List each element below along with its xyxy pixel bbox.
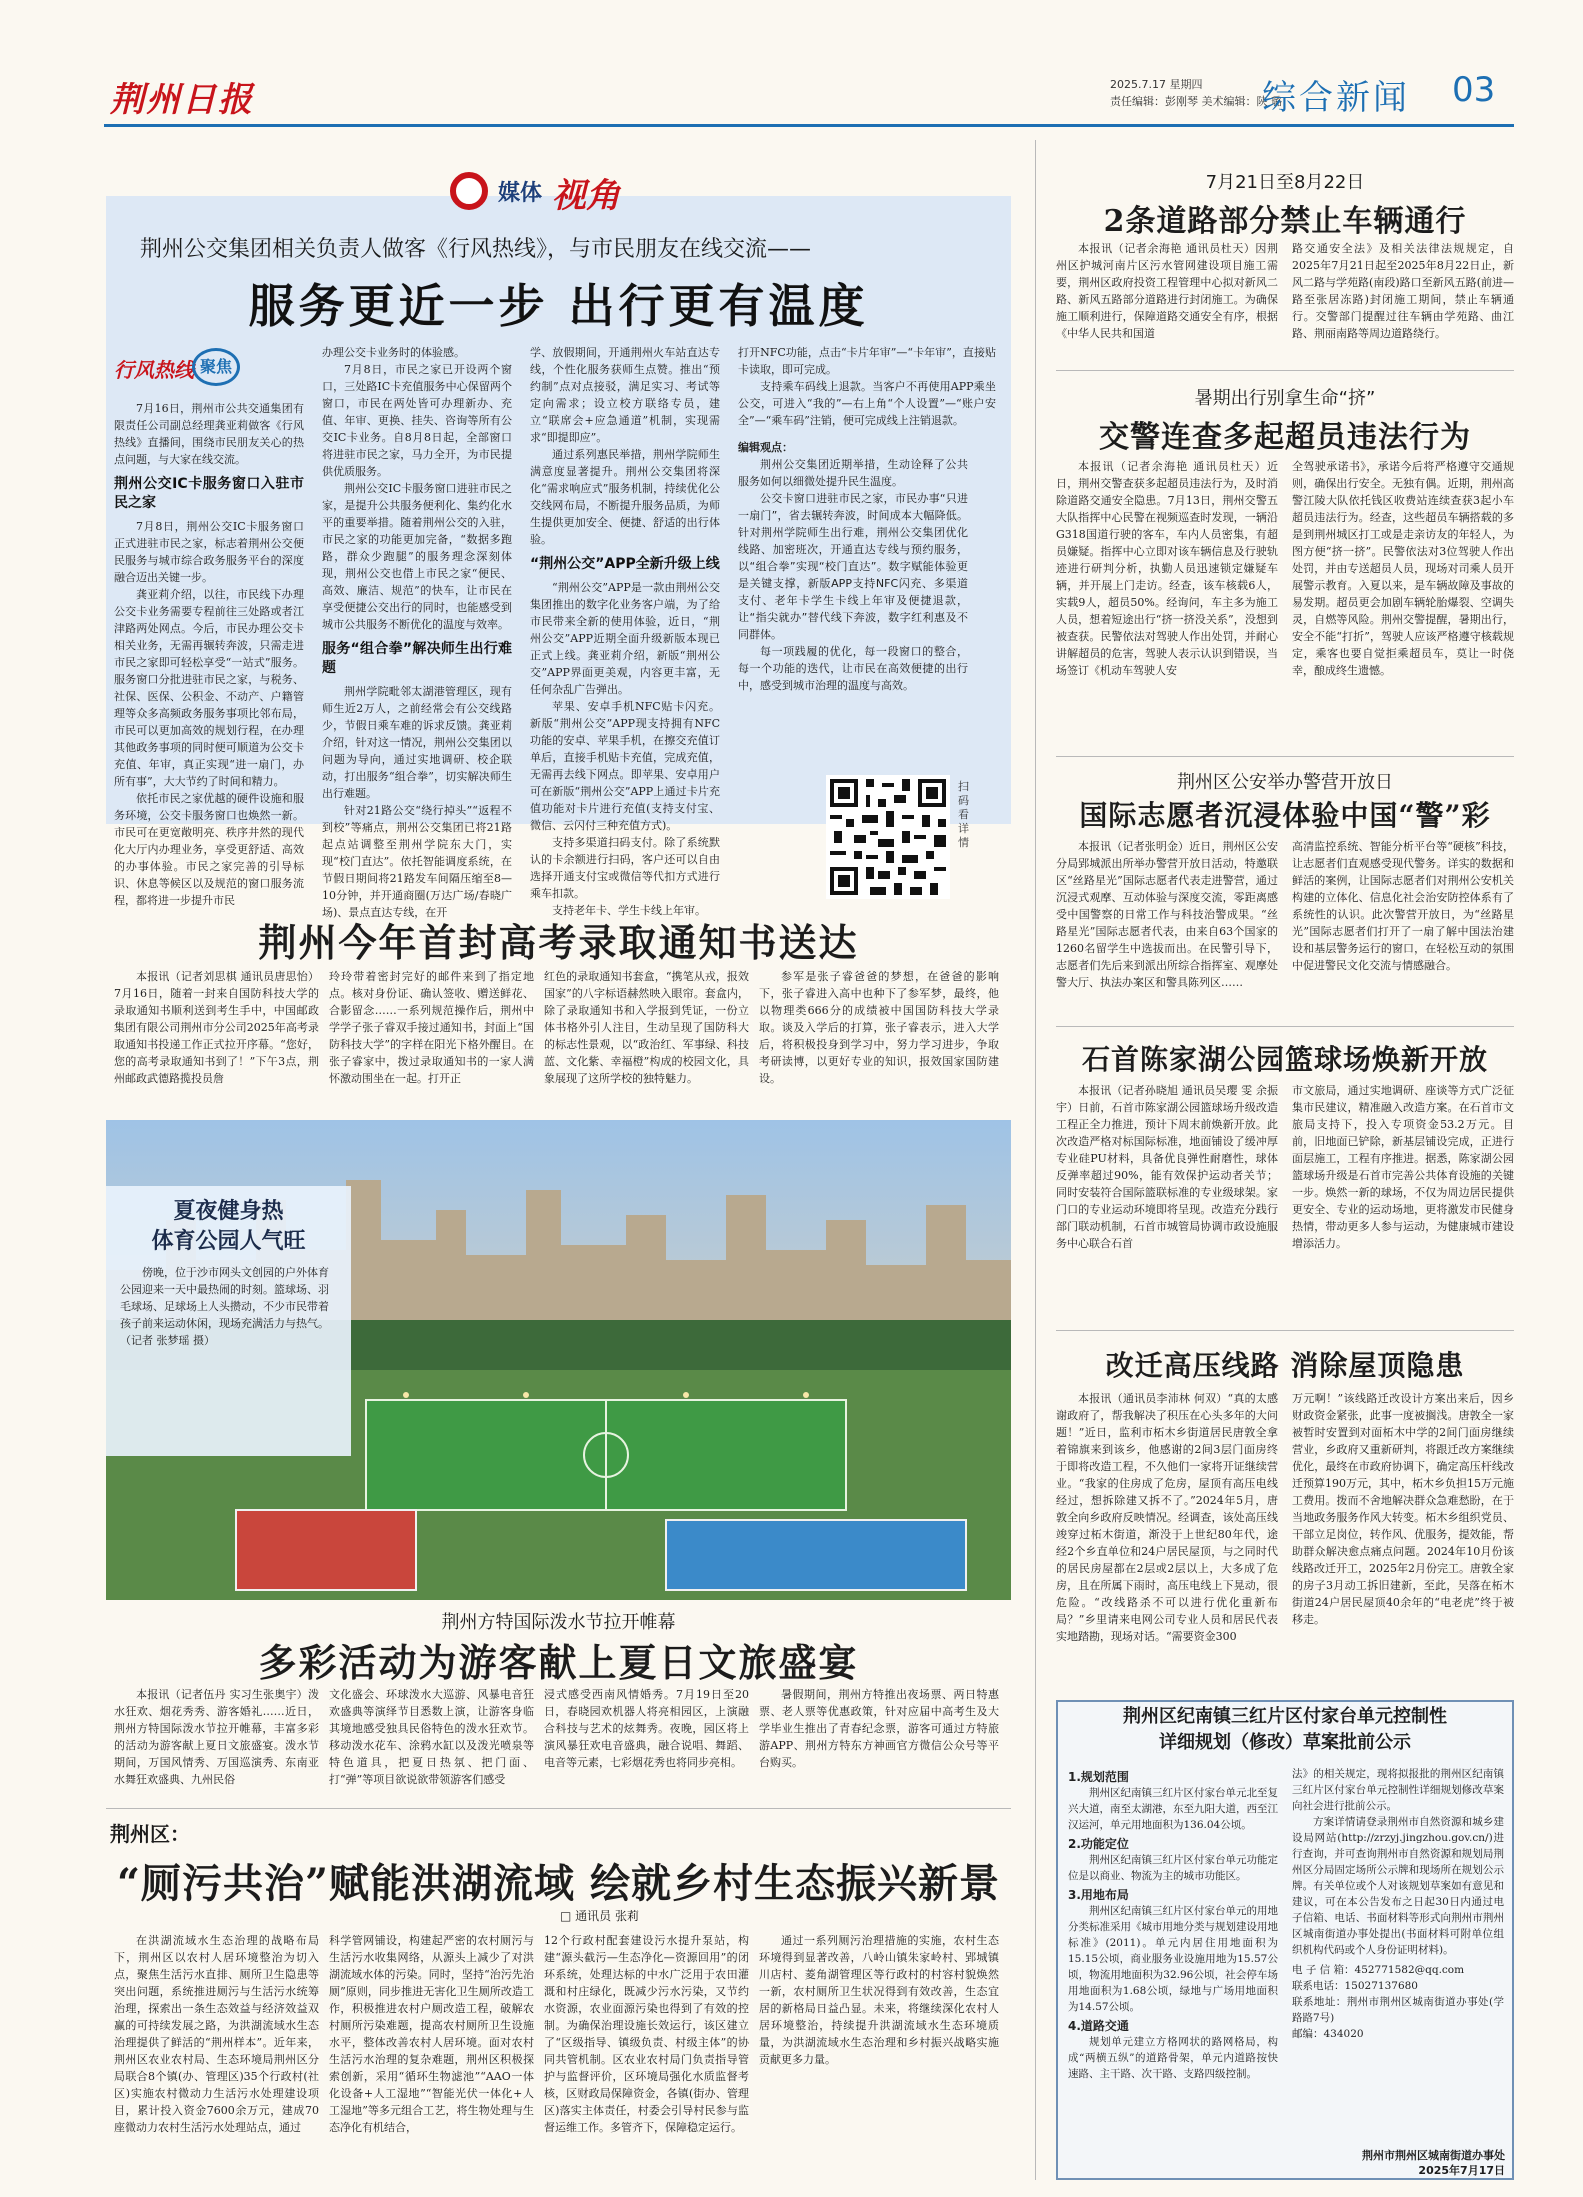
- volunteer-column-1: 本报讯（记者张明金）近日，荆州区公安分局郢城派出所举办警营开放日活动，特邀联区“丝路星光”国际志愿者代表走进警营，通过沉浸式观摩、互动体验与深度交流，零距离感受中国警察的日常工作与科技治警成果。“丝路星光”国际志愿者代表，由来自63个国家的1260名留学生中选拔而出。在民警引导下，志愿者们先后来到派出所综合指挥室、观摩处警大厅、执法办案区和警具陈列区……: [1056, 840, 1278, 989]
- feature-column-1: 7月16日，荆州市公共交通集团有限责任公司副总经理龚亚莉做客《行风热线》直播间，围绕市民朋友关心的热点问题，与大家在线交流。 荆州公交IC卡服务窗口入驻市民之家 7月8日，荆州公交IC卡服务窗口正式进驻市民之家，标志着荆州公交便民服务与城市综合政务服务平台的深度融合迈出关键一步。 龚亚莉介绍，以往，市民线下办理公交卡业务需要专程前往三处路或者江津路两处网点。今后，市民办理公交卡相关业务，无需再辗转奔波，只需走进市民之家即可轻松享受“一站式”服务。服务窗口分批进驻市民之家，与税务、社保、医保、公积金、不动产、户籍管理等众多高频政务服务事项比邻布局，市民可以更加高效的规划行程，在办理其他政务事项的同时便可顺道为公交卡充值、年审，真正实现“进一扇门，办所有事”，大大节约了时间和精力。 依托市民之家优越的硬件设施和服务环境，公交卡服务窗口也焕然一新。市民可在更宽敞明亮、秩序井然的现代化大厅内办理业务，享受更舒适、高效的办事体验。市民之家完善的引导标识、休息等候区以及规范的窗口服务流程，都将进一步提升市民: [114, 402, 304, 907]
- notice-section-3-title: 3.用地布局: [1068, 1888, 1129, 1902]
- gaokao-column-2: 玲玲带着密封完好的邮件来到了指定地点。核对身份证、确认签收、赠送鲜花、合影留念……一系列规范操作后，荆州中学学子张子睿双手接过通知书，封面上“国防科技大学”的字样在阳光下格外醒目。在张子睿家中，拨过录取通知书的一家人满怀激动围坐在一起。打开正: [329, 970, 534, 1085]
- volunteer-column-2: 高清监控系统、智能分析平台等“硬核”科技，让志愿者们直观感受现代警务。详实的数据和鲜活的案例，让国际志愿者们对荆州公安机关构建的立体化、信息化社会治安防控体系有了系统性的认识。此次警营开放日，为“丝路星光”国际志愿者们打开了一扇了解中国法治建设和基层警务运行的窗口，在轻松互动的氛围中促进警民文化交流与情感融合。: [1292, 840, 1514, 972]
- notice-title: [1056, 1704, 1514, 1756]
- toilet-headline: “厕污共治”赋能洪湖流域 绘就乡村生态振兴新景: [117, 1860, 1000, 1907]
- editor-credits: 责任编辑：彭刚琴 美术编辑：陕 璐: [1110, 95, 1282, 108]
- water-column-2: 文化盛会、环球泼水大巡游、风暴电音狂欢盛典等演绎节目悉数上演，让游客身临其境地感受独具民俗特色的泼水狂欢节。移动泼水花车、涂鸦水缸以及泼光喷泉等特色道具，把夏日热氛、把门面、打“弹”等项目欲说欲带领游客们感受: [329, 1688, 534, 1786]
- road-kicker: 7月21日至8月22日: [1205, 172, 1365, 193]
- editor-note-title: 编辑观点：: [738, 441, 793, 454]
- notice-date: 2025年7月17日: [1418, 2164, 1505, 2177]
- road-column-2: 路交通安全法》及相关法律法规规定，自2025年7月21日起至2025年8月22日止，新风二路与学苑路(南段)路口至新风五路(前进—路至张居冻路)封闭施工期间，禁止车辆通行。交警部门提醒过往车辆由学苑路、曲江路、荆丽南路等周边道路绕行。: [1292, 242, 1514, 340]
- badge-focus-text: 聚焦: [192, 348, 240, 386]
- traffic-kicker: 暑期出行别拿生命“挤”: [1194, 388, 1376, 409]
- tag-text-b: 视角: [552, 176, 620, 216]
- notice-section-2-title: 2.功能定位: [1068, 1837, 1129, 1851]
- subhead-app: “荆州公交”APP全新升级上线: [530, 556, 720, 572]
- road-headline: 2条道路部分禁止车辆通行: [1103, 204, 1467, 239]
- toilet-column-1: 在洪湖流域水生态治理的战略布局下，荆州区以农村人居环境整治为切入点，聚焦生活污水直排、厕所卫生隐患等突出问题，系统推进厕污与生活污水统筹治理，探索出一条生态效益与经济效益双赢的可持续发展之路，为洪湖流域水生态治理提供了鲜活的“荆州样本”。近年来，荆州区农业农村局、生态环境局荆州区分局联合8个镇(办、管理区)35个行政村(社区)实施农村微动力生活污水处理建设项目，累计投入资金7600余万元，建成70座微动力农村生活污水处理站点，通过: [114, 1934, 319, 2134]
- divider: [1056, 370, 1514, 371]
- water-headline: 多彩活动为游客献上夏日文旅盛宴: [258, 1640, 859, 1685]
- notice-signer: 荆州市荆州区城南街道办事处: [1362, 2149, 1505, 2162]
- notice-column-2: 法》的相关规定，现将拟报批的荆州区纪南镇三红片区付家台单元控制性详细规划修改草案向社会进行批前公示。 方案详情请登录荆州市自然资源和城乡建设局网站(http://zrzyj.jingzhou.gov.cn/)进行查询，并可查询荆州市自然资源和规划局荆州区分局固定场所公示牌和现场所在规划公示牌。有关单位或个人对该规划草案如有意见和建议，可在本公告发布之日起30日内通过电子信箱、电话、书面材料等形式向荆州市荆州区城南街道办事处提出(书面材料可附单位组织机构代码或个人身份证明材料)。 电 子 信 箱：452771582@qq.com 联系电话：15027137680 联系地址：荆州市荆州区城南街道办事处(学路路7号) 邮编：434020: [1292, 1768, 1504, 2040]
- photo-title-1: 夏夜健身热: [173, 1198, 284, 1224]
- traffic-headline: 交警连查多起超员违法行为: [1099, 420, 1471, 455]
- toilet-column-4: 通过一系列厕污治理措施的实施，农村生态环境得到显著改善，八岭山镇朱家岭村、郢城镇川店村、菱角湖管理区等行政村的村容村貌焕然一新，农村厕所卫生状况得到有效改善，生态宜居的新格局日益凸显。未来，将继续深化农村人居环境整治，持续提升洪湖流域水生态环境质量，为洪湖流域水生态治理和乡村振兴战略实施贡献更多力量。: [759, 1934, 999, 2066]
- feature-kicker: 荆州公交集团相关负责人做客《行风热线》，与市民朋友在线交流——: [140, 237, 812, 262]
- power-headline: 改迁高压线路 消除屋顶隐患: [1105, 1349, 1465, 1382]
- notice-email[interactable]: 电 子 信 箱：452771582@qq.com: [1292, 1964, 1465, 1976]
- traffic-column-2: 全驾驶承诺书》，承诺今后将严格遵守交通规则，确保出行安全。无独有偶。近期，荆州高警江陵大队依托钱区收费站连续查获3起小车超员违法行为。经查，这些超员车辆搭载的多是到荆州城区打工或是走亲访友的年轻人，为图方便“挤一挤”。民警依法对3位驾驶人作出处罚，并由专送超员人员，现场对司乘人员开展警示教育。入夏以来，是车辆故障及事故的易发期。超员更会加剧车辆轮胎爆裂、空调失灵，自燃等风险。荆州交警提醒，暑期出行，安全不能“打折”，驾驶人应该严格遵守核载规定，乘客也要自觉拒乘超员车，莫让一时侥幸，酿成终生遗憾。: [1292, 460, 1514, 677]
- road-column-1: 本报讯（记者余海艳 通讯员杜天）因荆州区护城河南片区污水管网建设项目施工需要，荆州区政府投资工程管理中心拟对新风二路、新风五路部分道路进行封闭施工。为确保施工顺利进行，保障道路交通安全有序，根据《中华人民共和国道: [1056, 242, 1278, 340]
- notice-title-line-2: 详细规划（修改）草案批前公示: [1159, 1732, 1411, 1753]
- gaokao-column-1: 本报讯（记者刘思棋 通讯员唐思怡）7月16日，随着一封来自国防科技大学的录取通知书顺利送到考生手中，中国邮政集团有限公司荆州市分公司2025年高考录取通知书投递工作正式拉开序幕。“您好，您的高考录取通知书到了！”下午3点，荆州邮政武德路揽投员詹: [114, 970, 319, 1085]
- page-number: 03: [1452, 70, 1496, 110]
- gaokao-column-3: 红色的录取通知书套盒，“携笔从戎，报效国家”的八字标语赫然映入眼帘。套盒内，除了录取通知书和入学报到凭证，一份立体书格外引人注目，生动呈现了国防科大的标志性景观，以“政治红、军事绿、科技蓝、文化紫、幸福橙”构成的校园文化，具象展现了这所学校的独特魅力。: [544, 970, 749, 1085]
- volunteer-kicker: 荆州区公安举办警营开放日: [1177, 772, 1393, 793]
- qr-code[interactable]: [826, 775, 950, 899]
- hotline-badge: [114, 348, 254, 388]
- volunteer-headline: 国际志愿者沉浸体验中国“警”彩: [1079, 799, 1491, 832]
- masthead-rule: [104, 124, 1514, 127]
- water-column-3: 浸式感受西南风情婚秀。7月19日至20日，春晓园欢机器人将亮相园区，上演融合科技与艺术的炫舞秀。夜晚，园区将上演风暴狂欢电音盛典，融合说唱、舞蹈、电音等元素，七彩烟花秀也将同步亮相。: [544, 1688, 749, 1769]
- notice-section-4-title: 4.道路交通: [1068, 2019, 1129, 2033]
- gaokao-column-4: 参军是张子睿爸爸的梦想，在爸爸的影响下，张子睿进入高中也种下了参军梦，最终，他以物理类666分的成绩被中国国防科技大学录取。谈及入学后的打算，张子睿表示，进入大学后，将积极投身到学习中，努力学习进步，争取考研读博，以更好专业的知识，报效国家国防建设。: [759, 970, 999, 1085]
- notice-address: 联系地址：荆州市荆州区城南街道办事处(学路路7号): [1292, 1996, 1504, 2024]
- qr-caption: 扫码看详情: [958, 780, 969, 849]
- notice-title-line-1: 荆州区纪南镇三红片区付家台单元控制性: [1123, 1706, 1447, 1727]
- lens-icon: [450, 172, 488, 210]
- section-title: 综合新闻: [1262, 78, 1410, 118]
- basketball-headline: 石首陈家湖公园篮球场焕新开放: [1081, 1043, 1488, 1076]
- photo-caption-box: [106, 1186, 351, 1456]
- notice-signature: [1300, 2148, 1505, 2178]
- divider: [106, 1808, 1011, 1809]
- subhead-ic-card: 荆州公交IC卡服务窗口入驻市民之家: [114, 476, 304, 511]
- subhead-students: 服务“组合拳”解决师生出行难题: [322, 641, 512, 676]
- water-column-4: 暑假期间，荆州方特推出夜场票、两日特惠票、老人票等优惠政策，针对应届中高考生及大学毕业生推出了青春纪念票，游客可通过方特旅游APP、荆州方特东方神画官方微信公众号等平台购买。: [759, 1688, 999, 1769]
- tag-text-a: 媒体: [498, 181, 543, 206]
- newspaper-logo: 荆州日报: [110, 80, 254, 120]
- water-kicker: 荆州方特国际泼水节拉开帷幕: [441, 1612, 676, 1633]
- issue-date: 2025.7.17 星期四: [1110, 78, 1203, 91]
- feature-column-3: 学、放假期间，开通荆州火车站直达专线，个性化服务获师生点赞。推出“预约制”点对点接驳，满足实习、考试等定向需求；设立校方联络专员，建立“联席会+应急通道”机制，实现需求“即提即应”。 通过系列惠民举措，荆州学院师生满意度显著提升。荆州公交集团将深化“需求响应式”服务机制，持续优化公交线网布局，不断提升服务品质，为师生提供更加安全、便捷、舒适的出行体验。 “荆州公交”APP全新升级上线 “荆州公交”APP是一款由荆州公交集团推出的数字化业务客户端，为了给市民带来全新的使用体验，近日，“荆州公交”APP近期全面升级新版本现已正式上线。龚亚莉介绍，新版“荆州公交”APP界面更美观，内容更丰富，无任何杂乱广告弹出。 苹果、安卓手机NFC贴卡闪充。新版“荆州公交”APP现支持拥有NFC功能的安卓、苹果手机，在擦交充值订单后，直接手机贴卡充值，完成充值，无需再去线下网点。即苹果、安卓用户可在新版“荆州公交”APP上通过卡片充值功能对卡片进行充值(支持支付宝、微信、云闪付三种充值方式)。 支持多渠道扫码支付。除了系统默认的卡余额进行扫码，客户还可以自由选择开通支付宝或微信等代扣方式进行乘车扣款。 支持老年卡、学生卡线上年审。: [530, 346, 720, 917]
- gaokao-headline: 荆州今年首封高考录取通知书送达: [258, 920, 859, 965]
- toilet-column-3: 12个行政村配套建设污水提升泵站，构建“源头截污—生态净化—资源回用”的闭环系统，处理达标的中水广泛用于农田灌溉和村庄绿化，既减少污水污染，又节约水资源，农业面源污染也得到了有效的控制。为确保治理设施长效运行，该区建立了“区级指导、镇级负责、村级主体”的协同共管机制。区农业农村局门负责指导管护与监督评价，区环境局强化水质监督考核，区财政局保障资金，各镇(街办、管理区)落实主体责任，村委会引导村民参与监督运维工作。多管齐下，保障稳定运行。: [544, 1934, 749, 2134]
- traffic-column-1: 本报讯（记者余海艳 通讯员杜天）近日，荆州交警查获多起超员违法行为，及时消除道路交通安全隐患。7月13日，荆州交警五大队指挥中心民警在视频巡查时发现，一辆沿G318国道行驶的客车，车内人员密集，有超员嫌疑。指挥中心立即对该车辆信息及行驶轨迹进行研判分析，执勤人员迅速锁定嫌疑车辆，并开展上门走访。经查，该车核载6人，实载9人，超员50%。经询问，车主多为施工人员，想着短途出行“挤一挤没关系”，没想到被查获。民警依法对驾驶人作出处罚，并耐心讲解超员的危害，驾驶人表示认识到错误，当场签订《机动车驾驶人安: [1056, 460, 1278, 677]
- divider: [1056, 756, 1514, 757]
- photo-title-2: 体育公园人气旺: [151, 1228, 306, 1254]
- column-divider: [1035, 140, 1036, 2180]
- masthead-meta: [1110, 76, 1282, 110]
- notice-phone: 联系电话：15027137680: [1292, 1980, 1418, 1992]
- toilet-column-2: 科学管网铺设，构建起严密的农村厕污与生活污水收集网络，从源头上减少了对洪湖流域水体的污染。同时，坚持“治污先治厕”原则，同步推进无害化卫生厕所改造工作，积极推进农村户厕改造工程，破解农村厕所污染难题，提高农村厕所卫生设施水平，整体改善农村人居环境。面对农村生活污水治理的复杂难题，荆州区积极探索创新，采用“循环生物滤池”“AAO一体化设备+人工湿地”“智能光伏一体化+人工湿地”等多元组合工艺，将生物处理与生态净化有机结合，: [329, 1934, 534, 2134]
- toilet-byline: □ 通讯员 张莉: [560, 1909, 639, 1923]
- basketball-column-1: 本报讯（记者孙晓旭 通讯员吴璎 雯 余振宇）日前，石首市陈家湖公园篮球场升级改造工程正全力推进，预计下周末前焕新开放。此次改造严格对标国际标准，地面铺设了缓冲厚专业硅PU材料，具备优良弹性耐磨性，球体反弹率超过90%，能有效保护运动者关节；同时安装符合国际篮联标准的专业级球架。家门口的专业运动环境即将呈现。改造充分践行部门联动机制，石首市城管局协调市政设施服务中心联合石首: [1056, 1084, 1278, 1250]
- media-perspective-tag: [450, 168, 680, 214]
- feature-headline: 服务更近一步 出行更有温度: [248, 279, 869, 333]
- editor-note: 编辑观点： 荆州公交集团近期举措，生动诠释了公共服务如何以细微处提升民生温度。 公交卡窗口进驻市民之家，市民办事“只进一扇门”，省去辗转奔波，时间成本大幅降低。针对荆州学院师生出行难，荆州公交集团优化线路、加密班次，开通直达专线与预约服务，以“组合拳”实现“校门直达”。数字赋能体验更是关键支撑，新版APP支持NFC闪充、多渠道支付、老年卡学生卡线上年审及便捷退款，让“指尖就办”替代线下奔波，数字红利惠及不同群体。 每一项践履的优化，每一段窗口的整合，每一个功能的迭代，让市民在高效便捷的出行中，感受到城市治理的温度与高效。: [738, 441, 968, 692]
- badge-hotline-text: 行风热线: [114, 358, 194, 382]
- photo-caption: 傍晚，位于沙市网头文创园的户外体育公园迎来一天中最热闹的时刻。篮球场、羽毛球场、足球场上人头攒动，不少市民带着孩子前来运动休闲，现场充满活力与热气。（记者 张梦瑶 摄）: [120, 1266, 329, 1347]
- notice-postcode: 邮编：434020: [1292, 2028, 1364, 2040]
- power-column-2: 万元啊！”该线路迁改设计方案出来后，因乡财政资金紧张，此事一度被搁浅。唐敦全一家被暂时安置到对面柘木中学的2间门面房继续营业，乡政府又重新研判，将跟迁改方案继续优化，最终在市政府协调下，确定高压杆线改迁预算190万元，其中，柘木乡负担15万元施工费用。拨而不舍地解决群众急难愁盼，在于当地政务服务作风大转变。柘木乡组织党员、干部立足岗位，转作风、优服务，提效能，帮助群众解决愈点痛点问题。2024年10月份该线路改迁开工，2025年2月份完工。唐敦全家的房子3月动工拆旧建新，至此，吴落在柘木街道24户居民屋顶40余年的“电老虎”终于被移走。: [1292, 1392, 1514, 1626]
- basketball-column-2: 市文旅局，通过实地调研、座谈等方式广泛征集市民建议，精准融入改造方案。在石首市文旅局支持下，投入专项资金53.2万元。目前，旧地面已铲除，新基层铺设完成，正进行面层施工，工程有序推进。据悉，陈家湖公园篮球场升级是石首市完善公共体育设施的关键一步。焕然一新的球场，不仅为周边居民提供更安全、专业的运动场地，更将激发市民健身热情，带动更多人参与运动，为健康城市建设增添活力。: [1292, 1084, 1514, 1250]
- power-column-1: 本报讯（通讯员李沛林 何双）“真的太感谢政府了，帮我解决了积压在心头多年的大问题！”近日，监利市柘木乡街道居民唐敦全拿着锦旗来到该乡，他感谢的2间3层门面房终于即将改造工程，不久他们一家将开证继续营业。“我家的住房成了危房，屋顶有高压电线经过，想拆除建又拆不了。”2024年5月，唐敦全向乡政府反映情况。经调查，该处高压线竣穿过柘木街道，渐没于上世纪80年代，途经2个乡直单位和24户居民屋顶，与之同时代的居民房屋都在2层或2层以上，大多成了危房，且在所属下雨时，高压电线上下晃动，很危险。“改线路杀不可以进行优化重新布局？”乡里请来电网公司专业人员和居民代表实地踏勘，现场对话。“需要资金300: [1056, 1392, 1278, 1643]
- divider: [1056, 1330, 1514, 1331]
- notice-column-1: 1.规划范围 荆州区纪南镇三红片区付家台单元北至复兴大道，南至太湖港，东至九阳大道，西至江汉运河，单元用地面积为136.04公顷。 2.功能定位 荆州区纪南镇三红片区付家台单元功能定位是以商业、物流为主的城市功能区。 3.用地布局 荆州区纪南镇三红片区付家台单元的用地分类标准采用《城市用地分类与规划建设用地标准》(2011)。单元内居住用地面积为15.15公顷，商业服务业设施用地为15.57公顷，物流用地面积为32.96公顷，社会停车场用地面积为1.68公顷，绿地与广场用地面积为14.57公顷。 4.道路交通 规划单元建立方格网状的路网格局，构成“两横五纵”的道路骨架，单元内道路按快速路、主干路、次干路、支路四级控制。: [1068, 1770, 1278, 2080]
- feature-column-2: 办理公交卡业务时的体验感。 7月8日，市民之家已开设两个窗口，三处路IC卡充值服务中心保留两个窗口，市民在两处皆可办理新办、充值、年审、更换、挂失、咨询等所有公交IC卡业务。自8月8日起，全部窗口将进驻市民之家，马力全开，为市民提供优质服务。 荆州公交IC卡服务窗口进驻市民之家，是提升公共服务便利化、集约化水平的重要举措。随着荆州公交的入驻，市民之家的功能更加完备，“数据多跑路，群众少跑腿”的服务理念深刻体现，荆州公交也借上市民之家“便民、高效、廉洁、规范”的快车，让市民在享受便捷公交出行的同时，也能感受到城市公共服务不断优化的温度与效率。 服务“组合拳”解决师生出行难题 荆州学院毗邻太湖港管理区，现有师生近2万人，之前经常会有公交线路少，节假日乘车难的诉求反馈。龚亚莉介绍，针对这一情况，荆州公交集团以问题为导向，通过实地调研、校企联动，打出服务“组合拳”，切实解决师生出行难题。 针对21路公交“绕行掉头”“返程不到校”等痛点，荆州公交集团已将21路起点站调整至荆州学院东大门，实现“校门直达”。依托智能调度系统，在节假日期间将21路发车间隔压缩至8—10分钟，并开通商圈(万达广场/春晓广场)、景点直达专线，在开: [322, 346, 512, 919]
- feature-column-4: 打开NFC功能，点击“卡片年审”—“卡年审”，直接贴卡读取，即可完成。 支持乘车码线上退款。当客户不再使用APP乘坐公交，可进入“我的”—右上角“个人设置”—“账户安全”—“乘车码”注销，便可完成线上注销退款。 编辑观点： 荆州公交集团近期举措，生动诠释了公共服务如何以细微处提升民生温度。 公交卡窗口进驻市民之家，市民办事“只进一扇门”，省去辗转奔波，时间成本大幅降低。针对荆州学院师生出行难，荆州公交集团优化线路、加密班次，开通直达专线与预约服务，以“组合拳”实现“校门直达”。数字赋能体验更是关键支撑，新版APP支持NFC闪充、多渠道支付、老年卡学生卡线上年审及便捷退款，让“指尖就办”替代线下奔波，数字红利惠及不同群体。 每一项践履的优化，每一段窗口的整合，每一个功能的迭代，让市民在高效便捷的出行中，感受到城市治理的温度与高效。: [738, 346, 996, 692]
- qr-code-icon: [826, 775, 950, 899]
- notice-section-1-title: 1.规划范围: [1068, 1770, 1129, 1784]
- divider: [1056, 1026, 1514, 1027]
- toilet-kicker: 荆州区：: [110, 1822, 190, 1846]
- water-column-1: 本报讯（记者伍丹 实习生张奥宇）泼水狂欢、烟花秀秀、游客婚礼……近日，荆州方特国际泼水节拉开帷幕，丰富多彩的活动为游客献上夏日文旅盛宴。泼水节期间，万国风情秀、万国巡演秀、东南亚水舞狂欢盛典、九州民俗: [114, 1688, 319, 1786]
